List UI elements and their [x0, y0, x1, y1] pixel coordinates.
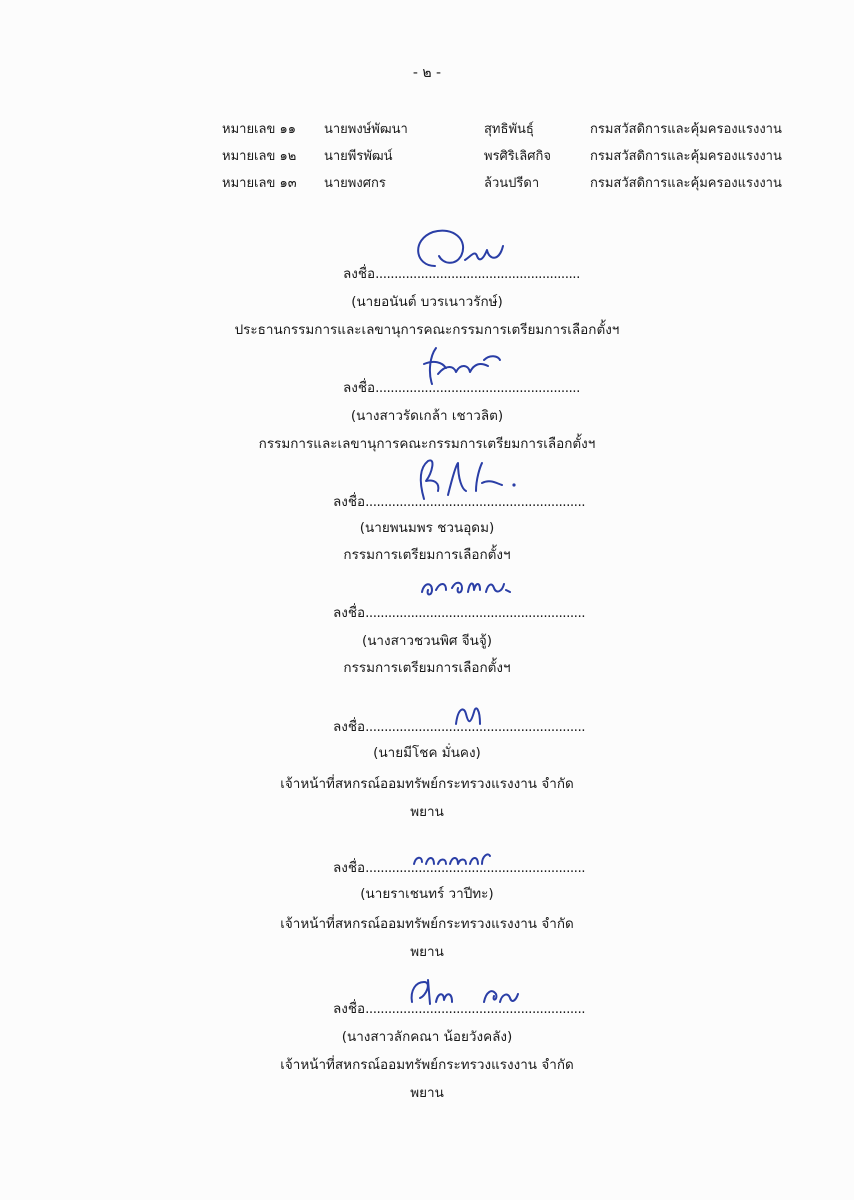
- signature-line: [343, 262, 580, 284]
- member-number: หมายเลข ๑๓: [222, 176, 297, 191]
- member-last-name: สุทธิพันธุ์: [484, 122, 534, 137]
- member-row: [222, 172, 822, 199]
- signer-role: พยาน: [410, 1085, 444, 1101]
- sign-label: ลงชื่อ: [343, 380, 376, 396]
- signature-line: [343, 376, 580, 398]
- sign-label: ลงชื่อ: [333, 494, 366, 510]
- member-organization: กรมสวัสดิการและคุ้มครองแรงงาน: [590, 122, 782, 137]
- signer-name: (นายพนมพร ชวนอุดม): [359, 520, 495, 536]
- signer-name: (นายราเชนทร์ วาปีทะ): [360, 886, 494, 902]
- signer-title: เจ้าหน้าที่สหกรณ์ออมทรัพย์กระทรวงแรงงาน จำกัด: [280, 1057, 574, 1073]
- member-number: หมายเลข ๑๒: [222, 149, 297, 164]
- sign-label: ลงชื่อ: [333, 605, 366, 621]
- signature-dots: ......................................................: [375, 380, 580, 396]
- member-first-name: นายพงศกร: [324, 176, 386, 191]
- signer-name: (นางสาวรัดเกล้า เชาวลิต): [350, 408, 504, 424]
- page-number: - ๒ -: [412, 65, 442, 81]
- signature-line: [333, 490, 585, 512]
- signature-dots: ..........................................................: [365, 605, 586, 621]
- signer-title: กรรมการเตรียมการเลือกตั้งฯ: [343, 660, 511, 676]
- member-last-name: พรศิริเลิศกิจ: [484, 149, 551, 164]
- signature-line: [333, 715, 585, 737]
- member-first-name: นายพงษ์พัฒนา: [324, 122, 408, 137]
- signer-title: ประธานกรรมการและเลขานุการคณะกรรมการเตรียมการเลือกตั้งฯ: [234, 322, 620, 338]
- member-last-name: ล้วนปรีดา: [484, 176, 540, 191]
- signer-name: (นายอนันต์ บวรเนาวรักษ์): [351, 294, 503, 310]
- signer-name: (นางสาวลักคณา น้อยวังคลัง): [341, 1029, 513, 1045]
- signer-title: กรรมการและเลขานุการคณะกรรมการเตรียมการเลือกตั้งฯ: [258, 436, 596, 452]
- sign-label: ลงชื่อ: [343, 266, 376, 282]
- signer-role: พยาน: [410, 804, 444, 820]
- member-row: [222, 118, 822, 145]
- signer-title: กรรมการเตรียมการเลือกตั้งฯ: [343, 547, 511, 563]
- signature-line: [333, 856, 585, 878]
- signature-line: [333, 997, 585, 1019]
- signer-title: เจ้าหน้าที่สหกรณ์ออมทรัพย์กระทรวงแรงงาน จำกัด: [280, 916, 574, 932]
- signature-dots: ..........................................................: [365, 494, 586, 510]
- signer-title: เจ้าหน้าที่สหกรณ์ออมทรัพย์กระทรวงแรงงาน จำกัด: [280, 776, 574, 792]
- member-row: [222, 145, 822, 172]
- signer-name: (นางสาวชวนพิศ จีนจู้): [361, 633, 493, 649]
- member-number: หมายเลข ๑๑: [222, 122, 296, 137]
- member-first-name: นายพีรพัฒน์: [324, 149, 393, 164]
- signer-role: พยาน: [410, 944, 444, 960]
- signature-dots: ..........................................................: [365, 860, 586, 876]
- sign-label: ลงชื่อ: [333, 719, 366, 735]
- signature-line: [333, 601, 585, 623]
- member-organization: กรมสวัสดิการและคุ้มครองแรงงาน: [590, 176, 782, 191]
- member-list: [222, 118, 822, 199]
- signature-dots: ..........................................................: [365, 719, 586, 735]
- member-organization: กรมสวัสดิการและคุ้มครองแรงงาน: [590, 149, 782, 164]
- signer-name: (นายมีโชค มั่นคง): [373, 745, 481, 761]
- sign-label: ลงชื่อ: [333, 860, 366, 876]
- signature-dots: ......................................................: [375, 266, 580, 282]
- sign-label: ลงชื่อ: [333, 1001, 366, 1017]
- signature-dots: ..........................................................: [365, 1001, 586, 1017]
